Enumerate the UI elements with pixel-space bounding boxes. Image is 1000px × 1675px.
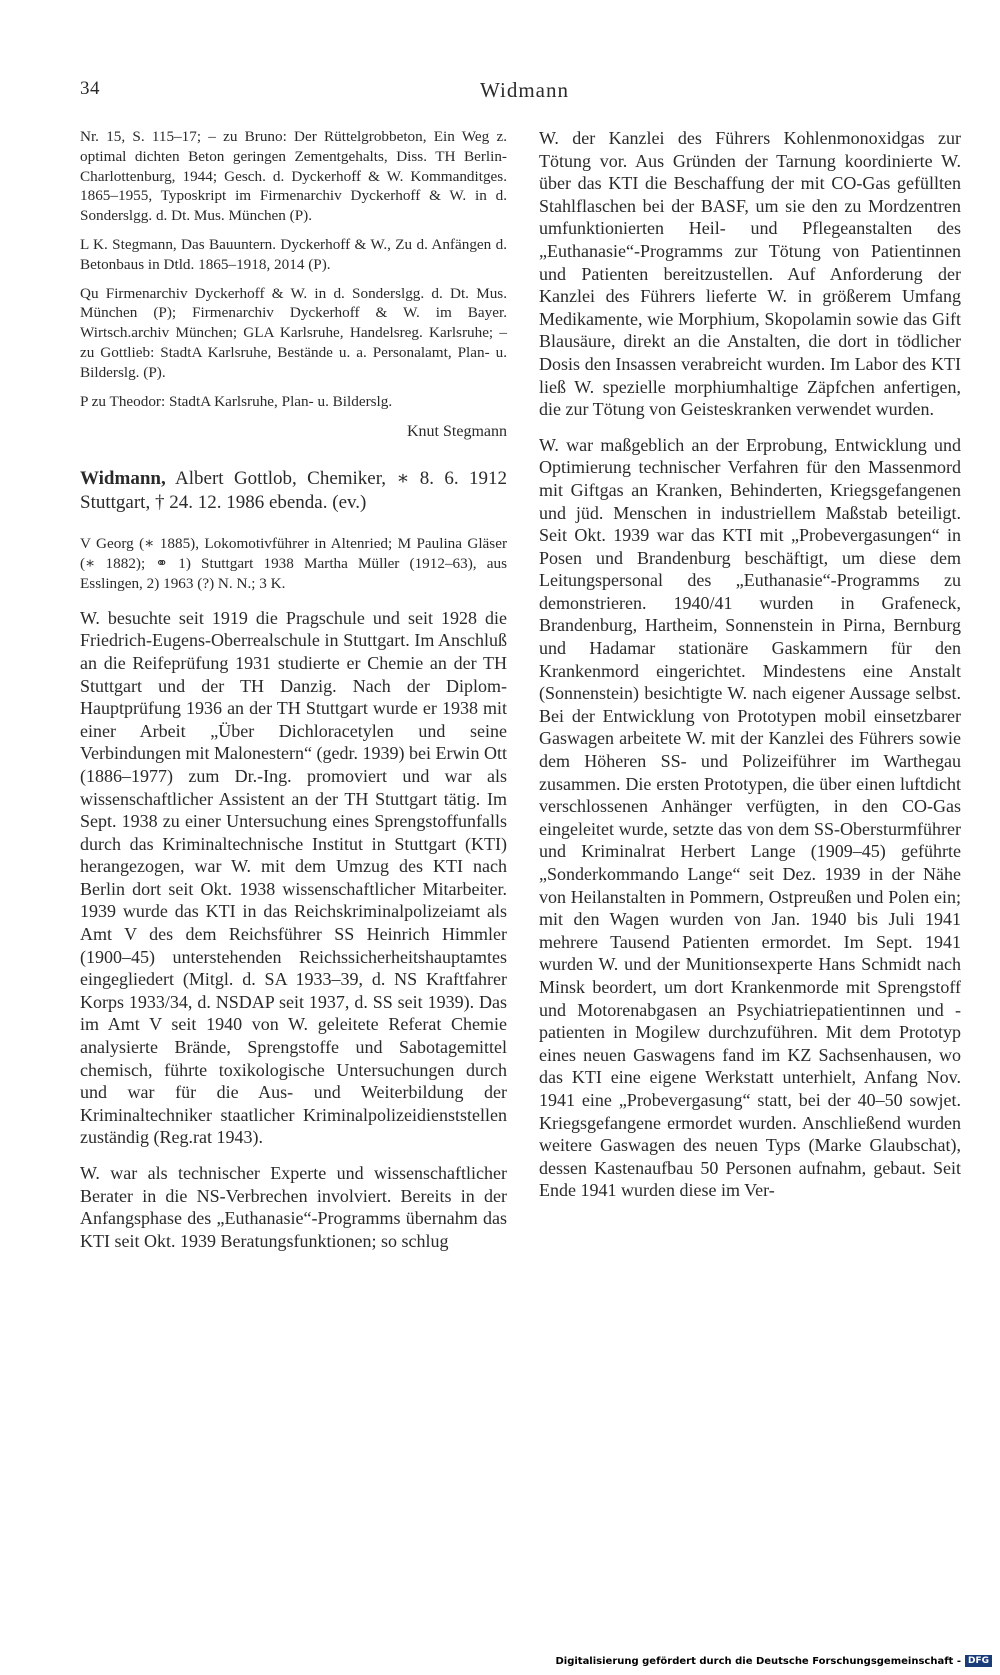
right-column bbox=[539, 127, 961, 1202]
entry-surname: Widmann, bbox=[80, 468, 166, 490]
running-head: Widmann bbox=[480, 78, 569, 102]
page-header bbox=[80, 78, 570, 108]
portrait-section: P zu Theodor: StadtA Karlsruhe, Plan- u. Bilderslg. bbox=[80, 392, 393, 410]
biography-paragraph-3: W. war maßgeblich an der Erprobung, Entwicklung und Optimierung technischer Verfahren für den Massenmord mit Giftgas an Kranken, Behinderten, Kriegsgefangenen und jüd. Menschen in industriellem Maßstab beteiligt. Seit Okt. 1939 war das KTI mit „Probevergasungen“ in Posen und Brandenburg beschäftigt, um diese dem Leitungspersonal des „Euthanasie“-Programms zu demonstrieren. 1940/41 wurden in Grafeneck, Brandenburg, Hartheim, Sonnenstein in Pirna, Bernburg und Hadamar stationäre Gaskammern für den Krankenmord eingerichtet. Mindestens eine Anstalt (Sonnenstein) besichtigte W. nach eigener Aussage selbst. Bei der Entwicklung von Prototypen mobil einsetzbarer Gaswagen arbeitete W. mit der Kanzlei des Führers sowie dem Höheren SS- und Polizeiführer im Warthegau zusammen. Die ersten Prototypen, die über einen luftdicht verschlossenen Anhänger verfügten, in den CO-Gas eingeleitet wurde, setzte das von dem SS-Obersturmführer und Kriminalrat Herbert Lange (1909–45) geführte „Sonderkommando Lange“ seit Dez. 1939 in der Nähe von Heilanstalten in Pommern, Ostpreußen und Polen ein; mit den Wagen wurden von Jan. 1940 bis Juli 1941 mehrere Tausend Patienten ermordet. Im Sept. 1941 wurden W. und der Munitionsexperte Hans Schmidt nach Minsk beordert, um dort Krankenmorde mit Sprengstoff und Motorenabgasen an Psychiatriepatientinnen und -patienten in Mogilew durchzuführen. Mit dem Prototyp eines neuen Gaswagens fand im KZ Sachsenhausen, wo das KTI eine eigene Werkstatt unterhielt, Anfang Nov. 1941 eine „Probevergasung“ statt, bei der 40–50 sowjet. Kriegsgefangene ermordet wurden. Anschließend wurden weitere Gaswagen des neuen Typs (Marke Glaubschat), dessen Kastenaufbau 50 Personen aufnahm, gebaut. Seit Ende 1941 wurden diese im Ver- bbox=[539, 434, 961, 1201]
page-number: 34 bbox=[80, 78, 100, 99]
biography-paragraph-2: W. war als technischer Experte und wissenschaftlicher Berater in die NS-Verbrechen involviert. Bereits in der Anfangsphase des „Euthanasie“-Programms übernahm das KTI seit Okt. 1939 Beratungsfunktionen; so schlug bbox=[80, 1163, 507, 1251]
digitization-credit bbox=[555, 1655, 992, 1667]
biography-paragraph-1: W. besuchte seit 1919 die Pragschule und seit 1928 die Friedrich-Eugens-Oberrealschule in Stuttgart. Im Anschluß an die Reifeprüfung 1931 studierte er Chemie an der TH Stuttgart und der TH Danzig. Nach der Diplom-Hauptprüfung 1936 an der TH Stuttgart wurde er 1938 mit einer Arbeit „Über Dichloracetylen und seine Verbindungen mit Malonestern“ (gedr. 1939) bei Erwin Ott (1886–1977) zum Dr.-Ing. promoviert und war als wissenschaftlicher Assistent an der TH Stuttgart tätig. Im Sept. 1938 zu einer Untersuchung eines Sprengstoffunfalls durch das Kriminaltechnische Institut in Stuttgart (KTI) herangezogen, war W. mit dem Umzug des KTI nach Berlin dort seit Okt. 1938 wissenschaftlicher Mitarbeiter. 1939 wurde das KTI in das Reichskriminalpolizeiamt als Amt V des dem Reichsführer SS Heinrich Himmler (1900–45) unterstehenden Reichssicherheitshauptamtes eingegliedert (Mitgl. d. SA 1933–39, d. NS Kraftfahrer Korps 1933/34, d. NSDAP seit 1937, d. SS seit 1939). Das im Amt V seit 1940 von W. geleitete Referat Chemie analysierte Brände, Sprengstoffe und Sabotagemittel chemisch, führte toxikologische Untersuchungen durch und war für die Aus- und Weiterbildung der Kriminaltechniker staatlicher Kriminalpolizeidienststellen zuständig (Reg.rat 1943). bbox=[80, 607, 507, 1148]
dfg-logo: DFG bbox=[965, 1655, 992, 1667]
entry-heading bbox=[80, 467, 507, 515]
literature-continued: Nr. 15, S. 115–17; – zu Bruno: Der Rüttelgrobbeton, Ein Weg z. optimal dichten Beton geringen Zementgehalts, Diss. TH Berlin-Charlottenburg, 1944; Gesch. d. Dyckerhoff & W. Kommanditges. 1865–1955, Typoskript im Firmenarchiv Dyckerhoff & W. in d. Sonderslgg. d. Dt. Mus. München (P). bbox=[80, 128, 507, 225]
literature-section: L K. Stegmann, Das Bauuntern. Dyckerhoff & W., Zu d. Anfängen d. Betonbaus in Dtld. 1865–1918, 2014 (P). bbox=[80, 235, 507, 273]
credit-text: Digitalisierung gefördert durch die Deutsche Forschungsgemeinschaft - bbox=[555, 1655, 961, 1667]
sources-section: Qu Firmenarchiv Dyckerhoff & W. in d. Sonderslgg. d. Dt. Mus. München (P); Firmenarchiv Dyckerhoff & W. im Bayer. Wirtsch.archiv München; GLA Karlsruhe, Handelsreg. Karlsruhe; – zu Gottlieb: StadtA Karlsruhe, Bestände u. a. Personalamt, Plan- u. Bilderslg. (P). bbox=[80, 284, 507, 381]
family-section: V Georg (∗ 1885), Lokomotivführer in Altenried; M Paulina Gläser (∗ 1882); ⚭ 1) Stuttgart 1938 Martha Müller (1912–63), aus Esslingen, 2) 1963 (?) N. N.; 3 K. bbox=[80, 535, 507, 592]
entry-details: Albert Gottlob, Chemiker, ∗ 8. 6. 1912 Stuttgart, † 24. 12. 1986 ebenda. (ev.) bbox=[80, 468, 507, 514]
author-signature: Knut Stegmann bbox=[407, 423, 507, 441]
biography-paragraph-2-continued: W. der Kanzlei des Führers Kohlenmonoxidgas zur Tötung vor. Aus Gründen der Tarnung koordinierte W. über das KTI die Beschaffung der mit CO-Gas gefüllten Stahlflaschen bei der BASF, um sie den zu Mordzentren umfunktionierten Heil- und Pflegeanstalten des „Euthanasie“-Programms zur Tötung von Patientinnen und Patienten bereitzustellen. Auf Anforderung der Kanzlei des Führers lieferte W. in größerem Umfang Medikamente, wie Morphium, Skopolamin sowie das Gift Blausäure, direkt an die Anstalten, die dort in tödlicher Dosis den Insassen verabreicht wurden. Im Labor des KTI ließ W. spezielle morphiumhaltige Zäpfchen anfertigen, die zur Tötung von Geisteskranken verwendet wurden. bbox=[539, 128, 961, 420]
left-column bbox=[80, 127, 507, 1252]
